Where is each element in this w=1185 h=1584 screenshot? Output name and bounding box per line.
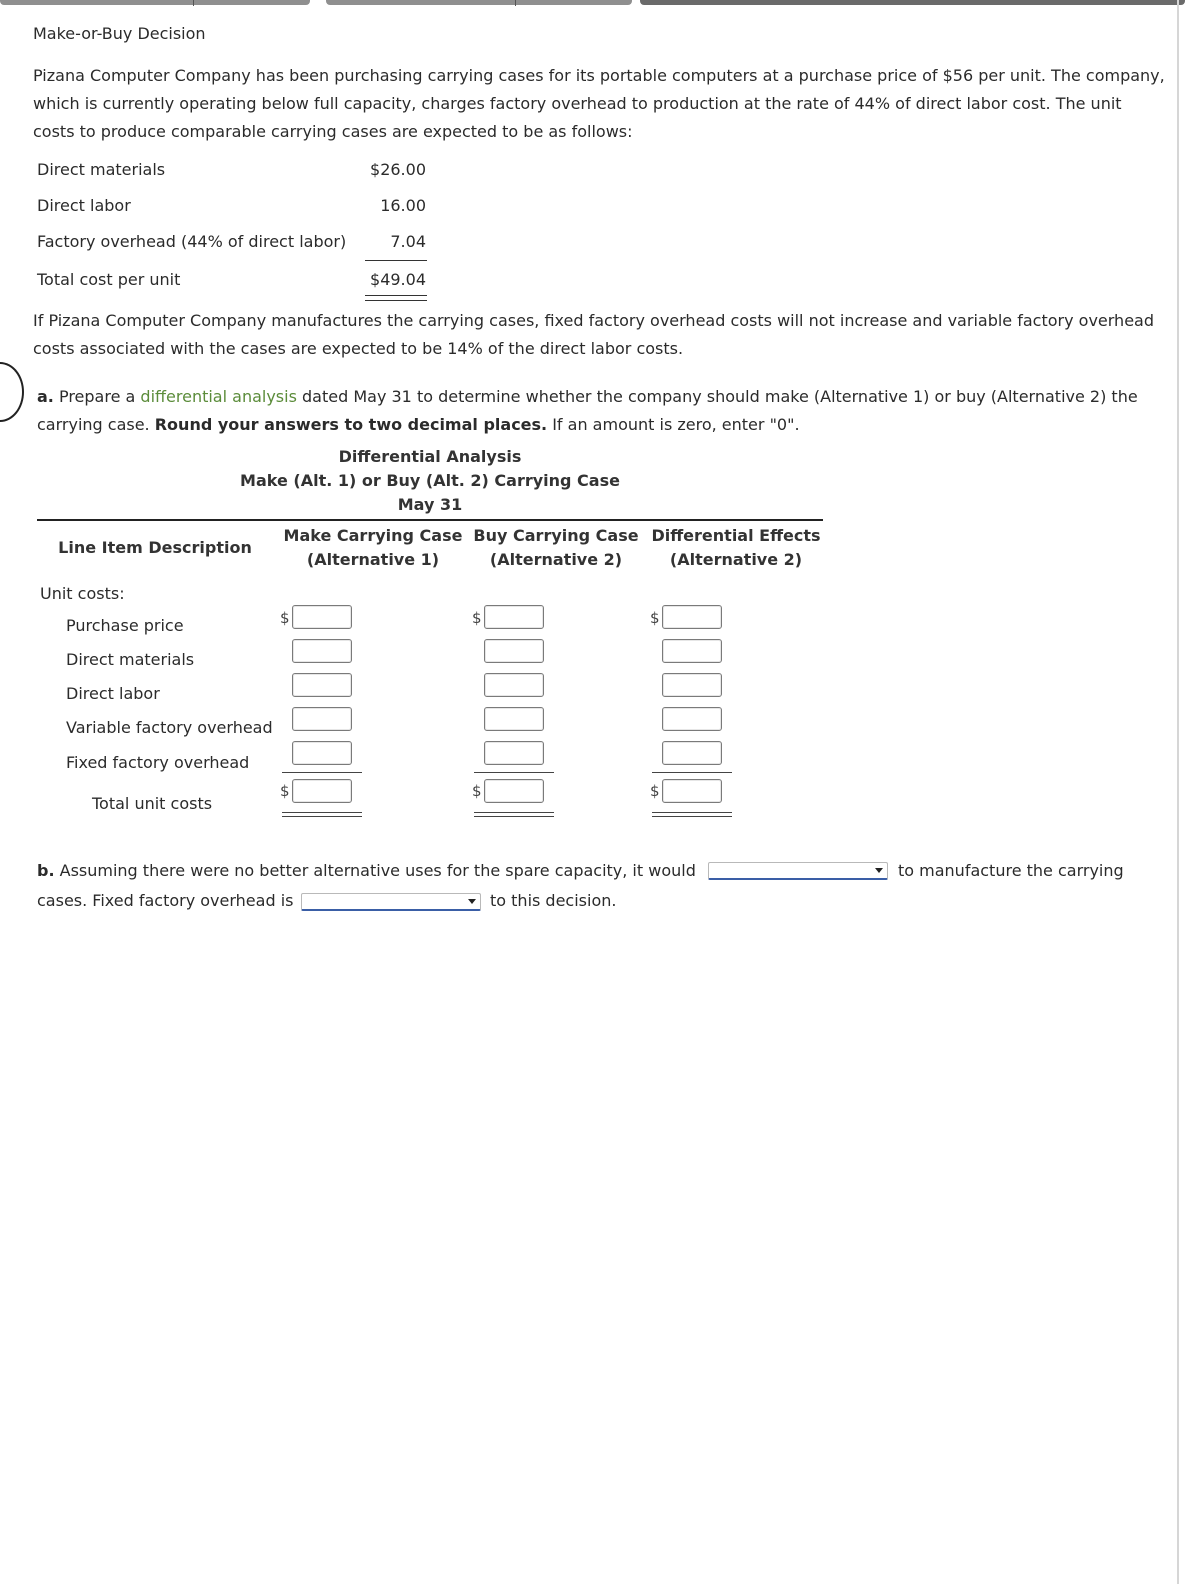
part-b-text: to this decision.	[490, 891, 617, 910]
part-b-letter: b.	[37, 861, 55, 880]
analysis-subtitle: Make (Alt. 1) or Buy (Alt. 2) Carrying Case	[240, 471, 620, 490]
alt1-direct-labor-input[interactable]	[292, 673, 352, 697]
column-header-alt2-line2: (Alternative 2)	[489, 550, 623, 569]
cost-label: Direct labor	[37, 196, 131, 215]
column-header-differential-line2: (Alternative 2)	[669, 550, 803, 569]
currency-symbol: $	[472, 609, 482, 627]
section-label-unit-costs: Unit costs:	[40, 584, 125, 603]
alt2-total-input[interactable]	[484, 779, 544, 803]
part-a-text: If an amount is zero, enter "0".	[547, 415, 800, 434]
diff-total-input[interactable]	[662, 779, 722, 803]
top-tab-bar	[0, 0, 1185, 6]
currency-symbol: $	[280, 609, 290, 627]
analysis-header-rule	[37, 519, 823, 521]
column-header-alt1-line2: (Alternative 1)	[306, 550, 440, 569]
cost-value: $26.00	[370, 160, 426, 179]
alt2-direct-labor-input[interactable]	[484, 673, 544, 697]
subtotal-rule	[365, 260, 427, 261]
row-label-fixed-overhead: Fixed factory overhead	[66, 753, 250, 772]
column-header-alt1	[280, 524, 466, 572]
alt1-total-double-rule	[282, 812, 362, 817]
currency-symbol: $	[280, 782, 290, 800]
column-header-differential-line1: Differential Effects	[651, 526, 821, 545]
column-header-alt1-line1: Make Carrying Case	[283, 526, 463, 545]
cost-row-factory-overhead	[37, 228, 437, 264]
currency-symbol: $	[650, 609, 660, 627]
row-label-purchase-price: Purchase price	[66, 616, 184, 635]
diff-purchase-price-input[interactable]	[662, 605, 722, 629]
alt1-subtotal-rule	[282, 772, 362, 773]
analysis-title: Differential Analysis	[338, 447, 522, 466]
alt2-direct-materials-input[interactable]	[484, 639, 544, 663]
diff-fixed-overhead-input[interactable]	[662, 741, 722, 765]
problem-paragraph-2: If Pizana Computer Company manufactures the carrying cases, fixed factory overhead costs will not increase and variable factory overhead costs associated with the cases are expected to be 14% of the direct labor costs.	[33, 311, 1154, 358]
row-label-direct-labor: Direct labor	[66, 684, 160, 703]
alt1-variable-overhead-input[interactable]	[292, 707, 352, 731]
cost-row-direct-labor	[37, 192, 437, 228]
diff-direct-materials-input[interactable]	[662, 639, 722, 663]
alt1-total-input[interactable]	[292, 779, 352, 803]
question-marker-circle	[0, 362, 24, 422]
total-double-rule	[365, 295, 427, 301]
alt2-variable-overhead-input[interactable]	[484, 707, 544, 731]
part-a-letter: a.	[37, 387, 54, 406]
part-b-text: Assuming there were no better alternative uses for the spare capacity, it would	[54, 861, 696, 880]
right-border	[1177, 0, 1179, 1584]
chevron-down-icon	[468, 899, 476, 904]
cost-label: Total cost per unit	[37, 270, 181, 289]
diff-total-double-rule	[652, 812, 732, 817]
part-a-text: dated May 31 to determine whether the company should make (Alternative 1) or buy (Alternative 2) the carrying case.	[37, 387, 1138, 434]
column-header-alt2-line1: Buy Carrying Case	[473, 526, 639, 545]
part-a-bold-instruction: Round your answers to two decimal places.	[154, 415, 548, 434]
alt2-subtotal-rule	[474, 772, 554, 773]
tab-segment-2[interactable]	[326, 0, 632, 5]
cost-row-direct-materials	[37, 156, 437, 192]
chevron-down-icon	[875, 868, 883, 873]
would-be-select[interactable]	[708, 862, 888, 880]
alt1-direct-materials-input[interactable]	[292, 639, 352, 663]
cost-label: Direct materials	[37, 160, 166, 179]
part-a-text: Prepare a	[53, 387, 141, 406]
alt2-fixed-overhead-input[interactable]	[484, 741, 544, 765]
cost-value: 16.00	[380, 196, 426, 215]
diff-variable-overhead-input[interactable]	[662, 707, 722, 731]
part-b-line2: cases. Fixed factory overhead is	[37, 891, 294, 910]
cost-value: $49.04	[370, 270, 426, 289]
row-label-direct-materials: Direct materials	[66, 650, 195, 669]
alt2-purchase-price-input[interactable]	[484, 605, 544, 629]
problem-title: Make-or-Buy Decision	[33, 24, 206, 43]
relevance-select[interactable]	[301, 893, 481, 911]
alt1-fixed-overhead-input[interactable]	[292, 741, 352, 765]
part-b-line1	[37, 861, 696, 880]
cost-label: Factory overhead (44% of direct labor)	[37, 232, 347, 251]
column-header-description: Line Item Description	[58, 538, 252, 557]
part-a-instructions	[37, 383, 1157, 439]
row-label-variable-overhead: Variable factory overhead	[66, 718, 273, 737]
column-header-alt2	[470, 524, 642, 572]
diff-direct-labor-input[interactable]	[662, 673, 722, 697]
alt2-total-double-rule	[474, 812, 554, 817]
analysis-date: May 31	[397, 495, 463, 514]
column-header-differential	[646, 524, 826, 572]
problem-intro: Pizana Computer Company has been purchasing carrying cases for its portable computers at a purchase price of $56 per unit. The company, which is currently operating below full capacity, charges factory overhead to production at the rate of 44% of direct labor cost. The unit costs to produce comparable carrying cases are expected to be as follows:	[33, 66, 1165, 141]
row-label-total-unit-costs: Total unit costs	[92, 794, 213, 813]
currency-symbol: $	[472, 782, 482, 800]
alt1-purchase-price-input[interactable]	[292, 605, 352, 629]
tab-segment-1[interactable]	[0, 0, 310, 5]
tab-segment-3[interactable]	[640, 0, 1185, 5]
currency-symbol: $	[650, 782, 660, 800]
cost-value: 7.04	[390, 232, 426, 251]
differential-analysis-link[interactable]: differential analysis	[140, 387, 297, 406]
tab-divider	[193, 0, 194, 6]
diff-subtotal-rule	[652, 772, 732, 773]
part-b-text: to manufacture the carrying	[898, 861, 1124, 880]
tab-divider	[515, 0, 516, 6]
